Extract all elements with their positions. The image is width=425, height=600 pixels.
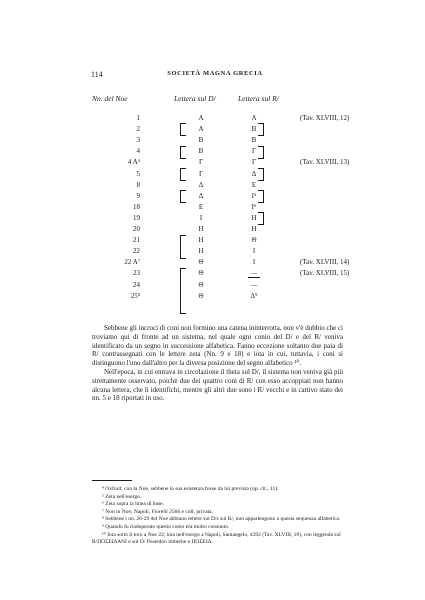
bracket-reverse xyxy=(258,190,264,203)
table-cell-reverse-letter: H xyxy=(251,225,257,233)
table-cell-obverse-letter: Θ xyxy=(198,280,204,289)
table-cell-reverse-letter: — xyxy=(250,269,258,278)
footnote: ⁴ Oxford; con la Noe, sebbene la sua esistenza fosse da lui prevista (op. cit., 11). xyxy=(102,486,279,492)
table-cell-obverse-letter: Θ xyxy=(198,258,204,267)
table-cell-reverse-letter: Δ xyxy=(251,169,257,178)
col-header-reverse: Lettera sul R/ xyxy=(238,94,279,103)
table-cell-reverse-letter: A xyxy=(251,114,257,122)
table-cell-obverse-letter: E xyxy=(198,202,204,211)
bracket-obverse xyxy=(180,123,186,136)
underline-mark xyxy=(248,277,260,278)
footnote: ¹⁰ Iota sotto il toro a Noe 22; iota nell'esergo a Napoli, Santangelo, 4392 (Tav. XLVIII, 18), con leggenda sul R/ΠOΣEIΔANI e sul D/ Poseidon imberbe e ΠOΣEIΔ. xyxy=(92,531,341,546)
bracket-obverse xyxy=(180,146,186,159)
table-cell-obverse-letter: Δ xyxy=(198,191,204,200)
footnote-rule xyxy=(92,480,132,481)
table-cell-reverse-letter: I xyxy=(252,247,256,256)
table-cell-number: 9 xyxy=(136,191,140,200)
table-cell-obverse-letter: Θ xyxy=(198,291,204,300)
footnotes xyxy=(92,486,343,547)
bracket-reverse xyxy=(258,168,264,181)
bracket-obverse xyxy=(180,268,186,314)
table-cell-number: 4 $A^4$ xyxy=(127,158,140,167)
table-cell-number: 8 xyxy=(136,180,140,189)
table-cell-number: 24 xyxy=(133,280,140,289)
table-cell-obverse-letter: H xyxy=(198,236,204,245)
footnote: ⁸ Sebbene i nn. 26-29 del Noe abbiano lettere sul D/s sul R/, non appartengono a questa sequenza alfabetica. xyxy=(102,516,341,523)
table-cell-reverse-letter: H xyxy=(251,213,257,222)
table-cell-reverse-letter: — xyxy=(250,280,258,289)
col-header-obverse: Lettera sul D/ xyxy=(174,94,216,103)
table-cell-number: 2 xyxy=(136,125,140,134)
footnote-ref: 7 xyxy=(137,258,140,264)
bracket-obverse xyxy=(180,190,186,203)
table-cell-number: 3 xyxy=(136,136,140,145)
table-cell-number: 1 xyxy=(136,114,140,122)
running-title: SOCIETÀ MAGNA GRECIA xyxy=(167,70,263,77)
table-cell-obverse-letter: Γ xyxy=(198,169,204,178)
table-cell-number: $25^8$ xyxy=(130,291,140,300)
footnote: ⁶ Zeta sopra la linea di base. xyxy=(102,501,164,508)
table-cell-reverse-letter: Θ xyxy=(251,236,257,245)
table-cell-reverse-letter: Γ xyxy=(251,158,257,167)
footnote: ⁹ Quando fu riadoperato questo conio era molto consunto. xyxy=(102,523,230,530)
table-cell-plate-ref: (Tav. XLVIII, 13) xyxy=(300,158,350,167)
table-cell-reverse-letter: Γ xyxy=(251,147,257,156)
bracket-obverse xyxy=(180,168,186,181)
table-cell-obverse-letter: B xyxy=(198,136,204,145)
footnote: ⁵ Zeta nell'esergo. xyxy=(102,493,142,500)
table-cell-reverse-letter: B xyxy=(251,136,257,145)
table-cell-obverse-letter: B xyxy=(198,147,204,156)
table-cell-obverse-letter: Δ xyxy=(198,180,204,189)
table-cell-number: 21 xyxy=(133,236,140,245)
bracket-reverse xyxy=(258,212,264,225)
paragraph: Nell'epoca, in cui entrava in circolazione il theta sul D/, il sistema non veniva già più strettamente osservato, poichè due dei quattro coni di R/ con esso accoppiati non hanno alcuna lettera, che li identifichi, mentre gli altri due sono i R/ vecchi e in cattivo stato dei nn. 5 e 18 riportati in uso. xyxy=(92,367,343,403)
table-cell-number: 19 xyxy=(133,213,140,222)
col-header-noe: Nn. del Noe xyxy=(92,94,128,103)
table-cell-number: 23 xyxy=(133,269,140,278)
table-cell-obverse-letter: H xyxy=(198,247,204,256)
bracket-obverse xyxy=(180,235,186,259)
table-cell-obverse-letter: Γ xyxy=(198,158,204,167)
table-cell-number: 18 xyxy=(133,202,140,211)
footnote-ref: 8 xyxy=(137,291,140,297)
table-cell-plate-ref: (Tav. XLVIII, 15) xyxy=(300,269,350,278)
table-cell-number: 22 $A^7$ xyxy=(124,258,140,267)
table-cell-plate-ref: (Tav. XLVIII, 14) xyxy=(300,258,350,267)
table-cell-number: 4 xyxy=(136,147,140,156)
table-cell-number: 20 xyxy=(133,225,140,233)
table-cell-reverse-letter: I⁶ xyxy=(251,202,257,211)
table-cell-number: 22 xyxy=(133,247,140,256)
bracket-reverse xyxy=(258,146,264,159)
table-cell-plate-ref: (Tav. XLVIII, 12) xyxy=(300,114,350,122)
table-cell-obverse-letter: Θ xyxy=(198,269,204,278)
body-text xyxy=(92,324,343,403)
footnote: ⁷ Non in Noe; Napoli, Fiorelli 2566 e coll. privata. xyxy=(102,508,213,515)
bracket-reverse xyxy=(258,123,264,136)
table-cell-obverse-letter: H xyxy=(198,225,204,233)
table-cell-reverse-letter: Δ⁹ xyxy=(250,291,258,300)
page-number: 114 xyxy=(91,70,103,79)
table-cell-obverse-letter: I xyxy=(199,213,203,222)
footnote-ref: 4 xyxy=(137,158,140,164)
table-cell-obverse-letter: A xyxy=(198,114,204,122)
table-cell-reverse-letter: I xyxy=(252,258,256,267)
table-cell-reverse-letter: I⁵ xyxy=(251,191,257,200)
table-cell-number: 5 xyxy=(136,169,140,178)
table-cell-reverse-letter: B xyxy=(251,125,257,134)
table-cell-reverse-letter: E xyxy=(251,180,257,189)
table-cell-obverse-letter: A xyxy=(198,125,204,134)
paragraph: Sebbene gli incroci di coni non formino una catena ininterrotta, non v'è dubbio che ci troviamo qui di fronte ad un sistema, nel quale ogni conio del D/ e del R/ veniva identificato da un segno in successione alfabetica. Fanno eccezione soltanto due paia di R/ contrassegnati con le lettere zeta (Nn. 9 e 18) e iota in cui, tuttavia, i coni si distinguono l'uno dall'altro per la diversa posizione del segno alfabetico ¹⁰. xyxy=(92,324,343,368)
